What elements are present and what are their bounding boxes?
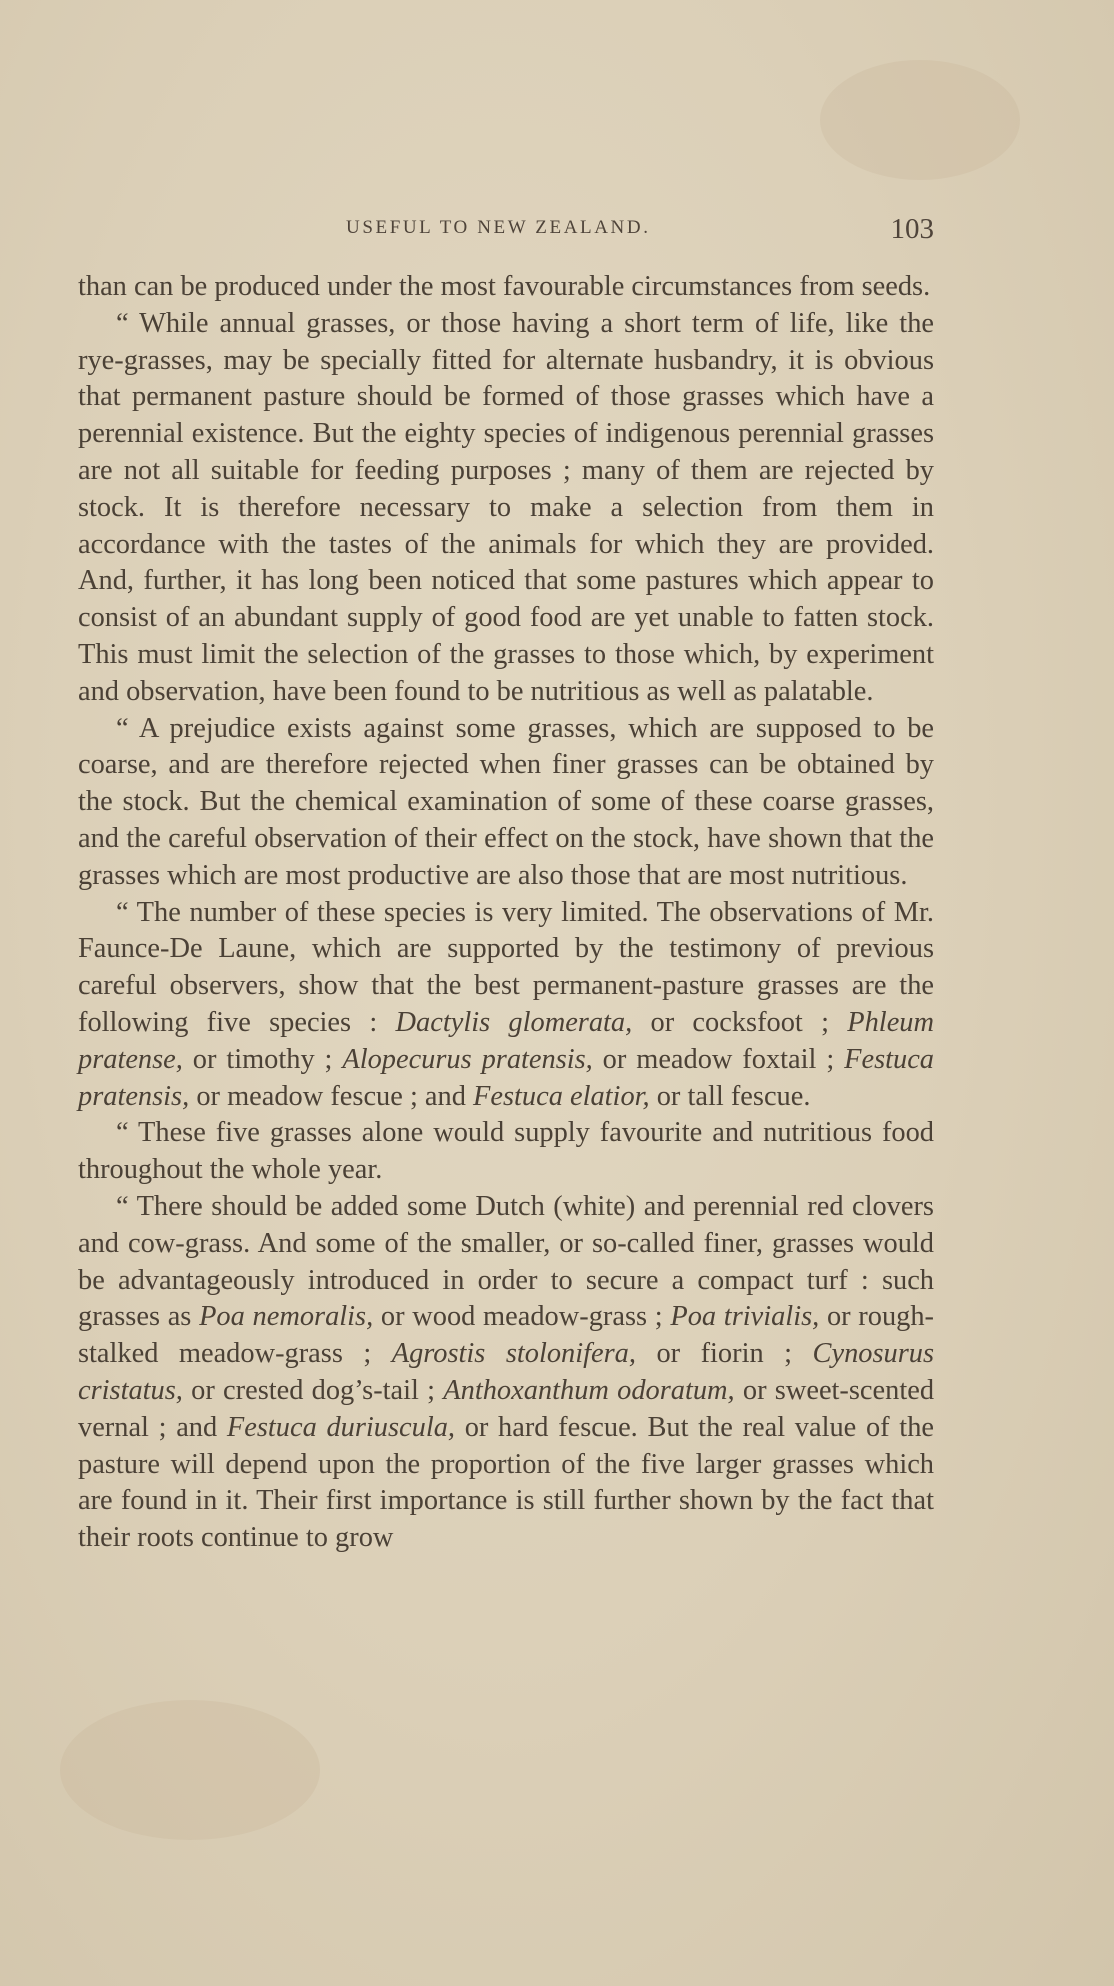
text-run: “ There should be added some Dutch (white) and perennial red clovers and cow-grass. And some of the smaller, or so-called finer, grasses would be advantageously introduced in order to secure a compact turf : such grasses as [78, 1190, 934, 1333]
text-run: or sweet-scented vernal ; and [78, 1374, 935, 1443]
running-head [78, 213, 934, 247]
species-name: Cynosurus cristatus, [78, 1338, 934, 1406]
body-text [78, 269, 934, 1557]
species-name: Phleum pratense, [78, 1006, 934, 1075]
text-run: or wood meadow-grass ; [373, 1301, 671, 1333]
paragraph-3: “ A prejudice exists against some grasses, which are supposed to be coarse, and are therefore rejected when finer grasses can be obtained by the stock. But the chemical examination of some of these coarse grasses, and the careful observation of their effect on the stock, have shown that the grasses which are most productive are also those that are most nutritious. [78, 712, 934, 891]
text-run: or timothy ; [182, 1043, 343, 1075]
species-name: Agrostis stolonifera, [391, 1338, 636, 1370]
text-run: or rough-stalked meadow-grass ; [78, 1301, 934, 1370]
paper-stain [820, 60, 1020, 180]
text-run: or hard fescue. But the real value of the pasture will depend upon the proportion of the five larger grasses which are found in it. Their first importance is still further shown by the fact that their roots continue to grow [78, 1411, 934, 1554]
text-run: or tall fescue. [649, 1080, 811, 1112]
text-run: or meadow fescue ; and [189, 1080, 474, 1112]
text-run: “ The number of these species is very limited. The observations of Mr. Faunce-De Laune, which are supported by the testimony of previous careful observers, show that the best permanent-pasture grasses are the following five species : [78, 896, 934, 1038]
text-run: or fiorin ; [635, 1338, 813, 1370]
species-name: Dactylis glomerata, [395, 1006, 633, 1038]
paragraph-4 [78, 895, 934, 1116]
paragraph-2: “ While annual grasses, or those having a short term of life, like the rye-grasses, may be specially fitted for alternate husbandry, it is obvious that permanent pasture should be formed of those grasses which have a perennial existence. But the eighty species of indigenous perennial grasses are not all suitable for feeding purposes ; many of them are rejected by stock. It is therefore necessary to make a selection from them in accordance with the tastes of the animals for which they are provided. And, further, it has long been noticed that some pastures which appear to consist of an abundant supply of good food are yet unable to fatten stock. This must limit the selection of the grasses to those which, by experiment and observation, have been found to be nutritious as well as palatable. [78, 307, 934, 707]
paragraph-6 [78, 1189, 934, 1557]
page-number: 103 [890, 213, 934, 245]
species-name: Poa trivialis, [670, 1301, 820, 1333]
text-run: or meadow foxtail ; [592, 1043, 845, 1075]
species-name: Festuca duriuscula, [226, 1411, 456, 1443]
species-name: Festuca pratensis, [78, 1043, 934, 1112]
paragraph-5: “ These five grasses alone would supply favourite and nutritious food throughout the whole year. [78, 1117, 934, 1186]
running-title: USEFUL TO NEW ZEALAND. [346, 217, 651, 238]
species-name: Festuca elatior, [473, 1080, 650, 1112]
species-name: Poa nemoralis, [199, 1301, 374, 1333]
species-name: Alopecurus pratensis, [342, 1043, 593, 1075]
text-run: or cocksfoot ; [632, 1006, 848, 1038]
paragraph-1: than can be produced under the most favourable circumstances from seeds. [78, 271, 931, 302]
paper-stain [60, 1700, 320, 1840]
text-run: or crested dog’s-tail ; [182, 1374, 444, 1406]
species-name: Anthoxanthum odoratum, [443, 1374, 735, 1406]
